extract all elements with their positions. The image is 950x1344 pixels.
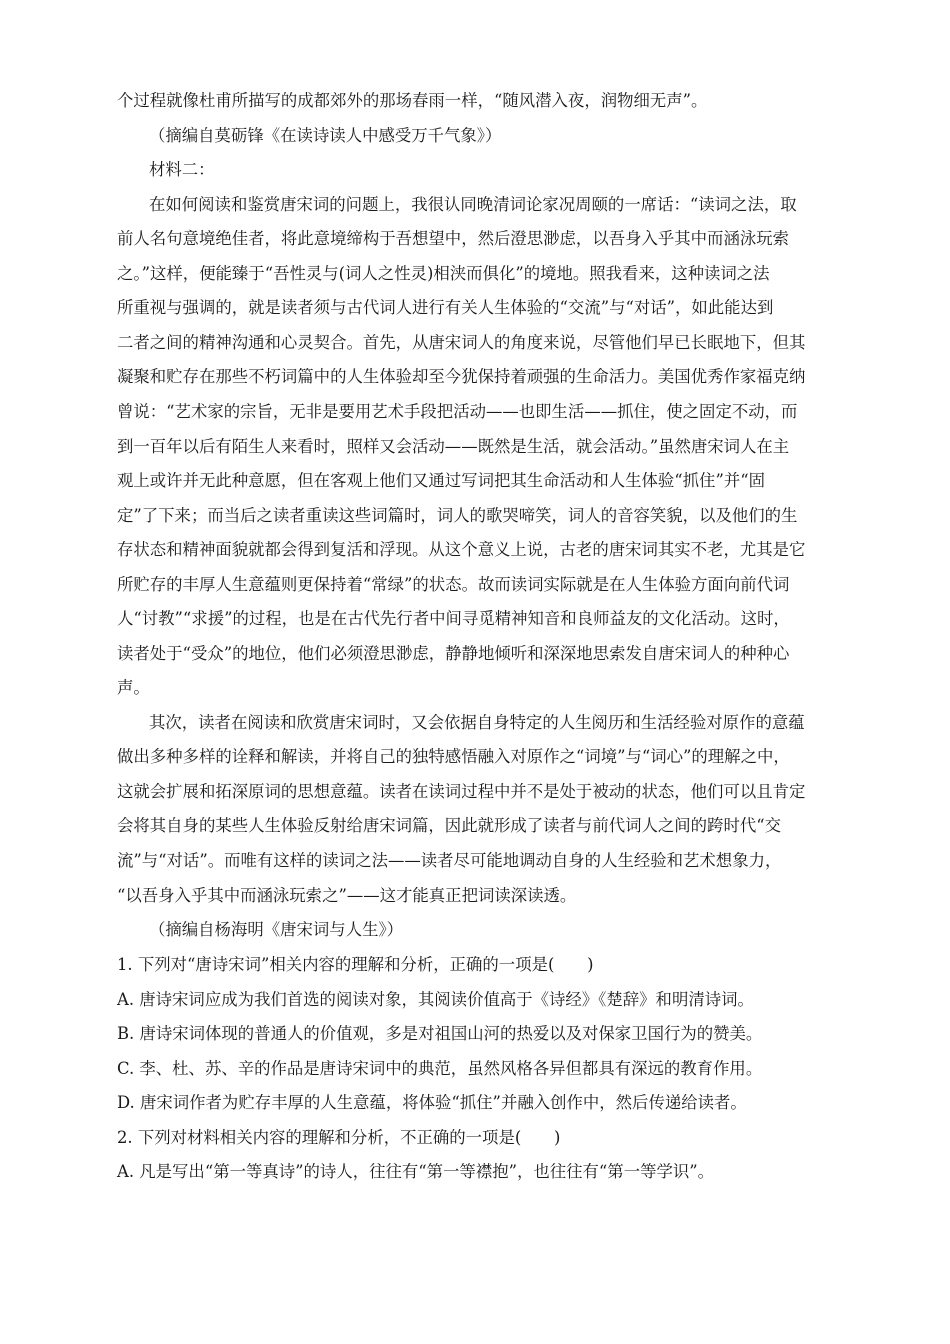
- material2-heading: 材料二：: [149, 160, 215, 179]
- question-1-option-b: B. 唐诗宋词体现的普通人的价值观，多是对祖国山河的热爱以及对保家卫国行为的赞美。: [117, 1024, 763, 1043]
- paragraph-line: “以吾身入乎其中而涵泳玩索之”——这才能真正把词读深读透。: [117, 886, 577, 905]
- paragraph-line: 存状态和精神面貌就都会得到复活和浮现。从这个意义上说，古老的唐宋词其实不老，尤其是它: [117, 540, 806, 559]
- paragraph-line: 读者处于“受众”的地位，他们必须澄思渺虑，静静地倾听和深深地思索发自唐宋词人的种种心: [117, 644, 790, 663]
- paragraph-line: 凝聚和贮存在那些不朽词篇中的人生体验却至今犹保持着顽强的生命活力。美国优秀作家福克纳: [117, 367, 806, 386]
- paragraph-line: 在如何阅读和鉴赏唐宋词的问题上，我很认同晚清词论家况周颐的一席话：“读词之法，取: [149, 195, 797, 214]
- paragraph-line: 定”了下来；而当后之读者重读这些词篇时，词人的歌哭啼笑，词人的音容笑貌，以及他们的生: [117, 506, 798, 525]
- paragraph-line: 这就会扩展和拓深原词的思想意蕴。读者在读词过程中并不是处于被动的状态，他们可以且肯定: [117, 782, 806, 801]
- paragraph-line: 做出多种多样的诠释和解读，并将自己的独特感悟融入对原作之“词境”与“词心”的理解之中，: [117, 747, 790, 766]
- question-1-option-c: C. 李、杜、苏、辛的作品是唐诗宋词中的典范，虽然风格各异但都具有深远的教育作用。: [117, 1059, 763, 1078]
- material2-source: （摘编自杨海明《唐宋词与人生》）: [149, 920, 404, 939]
- question-2-stem: 2. 下列对材料相关内容的理解和分析，不正确的一项是( ): [117, 1128, 561, 1147]
- paragraph-line: 其次，读者在阅读和欣赏唐宋词时，又会依据自身特定的人生阅历和生活经验对原作的意蕴: [149, 713, 805, 732]
- question-1-option-a: A. 唐诗宋词应成为我们首选的阅读对象，其阅读价值高于《诗经》《楚辞》和明清诗词。: [117, 990, 754, 1009]
- material1-last-line: 个过程就像杜甫所描写的成都郊外的那场春雨一样，“随风潜入夜，润物细无声”。: [117, 91, 708, 110]
- paragraph-line: 曾说：“艺术家的宗旨，无非是要用艺术手段把活动——也即生活——抓住，使之固定不动，而: [117, 402, 798, 421]
- paragraph-line: 所贮存的丰厚人生意蕴则更保持着“常绿”的状态。故而读词实际就是在人生体验方面向前代词: [117, 575, 790, 594]
- question-2-option-a: A. 凡是写出“第一等真诗”的诗人，往往有“第一等襟抱”，也往往有“第一等学识”。: [117, 1162, 715, 1181]
- paragraph-line: 流”与“对话”。而唯有这样的读词之法——读者尽可能地调动自身的人生经验和艺术想象力，: [117, 851, 782, 870]
- paragraph-line: 人“讨教”“求援”的过程，也是在古代先行者中间寻觅精神知音和良师益友的文化活动。这时，: [117, 609, 790, 628]
- material1-source: （摘编自莫砺锋《在读诗读人中感受万千气象》）: [149, 126, 502, 145]
- paragraph-line: 到一百年以后有陌生人来看时，照样又会活动——既然是生活，就会活动。”虽然唐宋词人在主: [117, 437, 790, 456]
- paragraph-line: 二者之间的精神沟通和心灵契合。首先，从唐宋词人的角度来说，尽管他们早已长眠地下，但其: [117, 333, 806, 352]
- paragraph-line: 会将其自身的某些人生体验反射给唐宋词篇，因此就形成了读者与前代词人之间的跨时代“交: [117, 816, 782, 835]
- paragraph-line: 声。: [117, 678, 150, 697]
- paragraph-line: 所重视与强调的，就是读者须与古代词人进行有关人生体验的“交流”与“对话”，如此能达到: [117, 298, 774, 317]
- paragraph-line: 之。”这样，便能臻于“吾性灵与(词人之性灵)相浃而俱化”的境地。照我看来，这种读词之法: [117, 264, 770, 283]
- paragraph-line: 前人名句意境绝佳者，将此意境缔构于吾想望中，然后澄思渺虑，以吾身入乎其中而涵泳玩索: [117, 229, 790, 248]
- paragraph-line: 观上或许并无此种意愿，但在客观上他们又通过写词把其生命活动和人生体验“抓住”并“固: [117, 471, 765, 490]
- question-1-stem: 1. 下列对“唐诗宋词”相关内容的理解和分析，正确的一项是( ): [117, 955, 594, 974]
- question-1-option-d: D. 唐宋词作者为贮存丰厚的人生意蕴，将体验“抓住”并融入创作中，然后传递给读者。: [117, 1093, 747, 1112]
